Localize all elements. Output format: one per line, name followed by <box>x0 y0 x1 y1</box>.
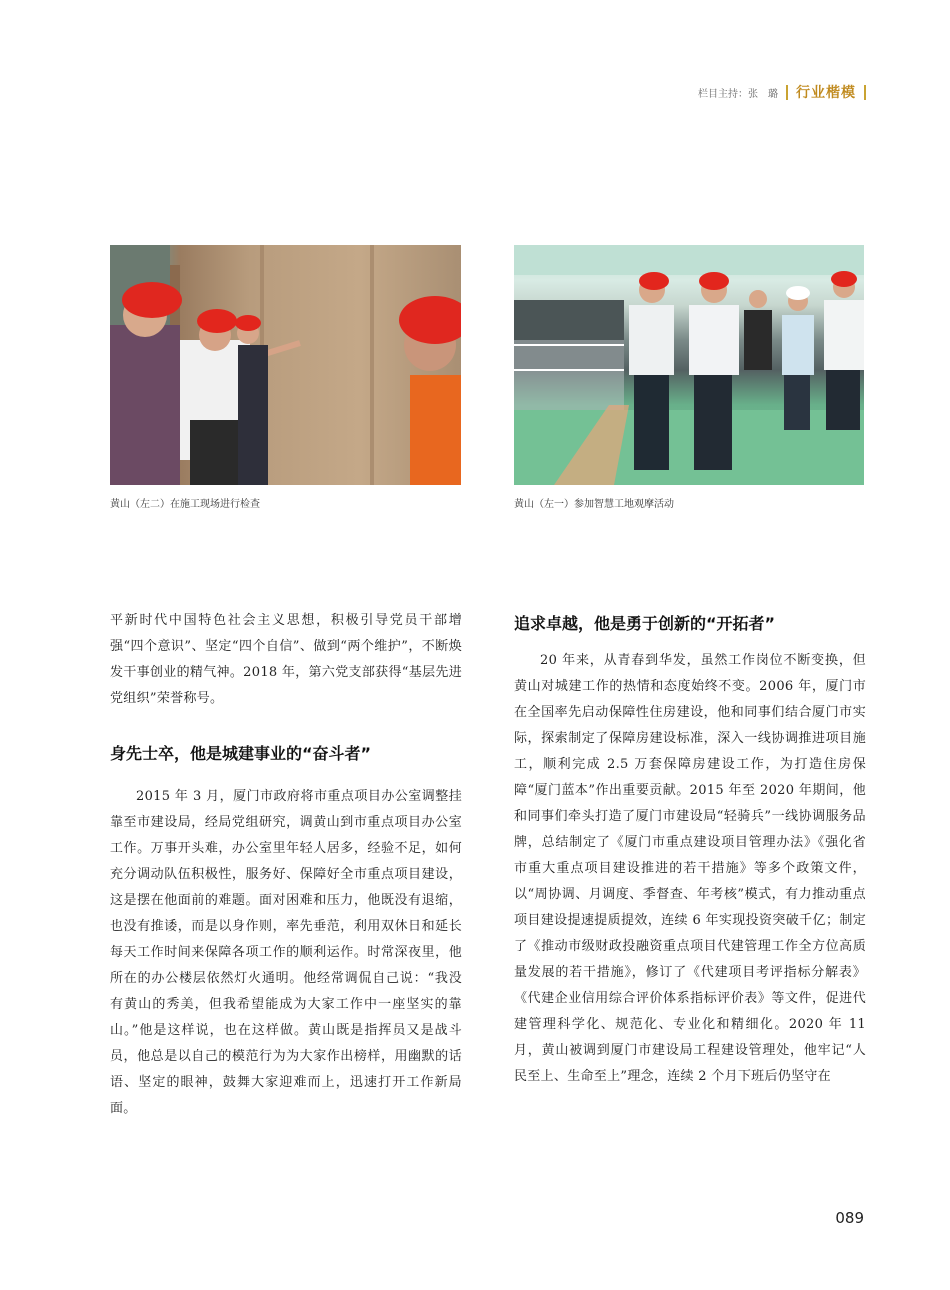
photo-site-inspection <box>110 245 461 485</box>
header-divider-right <box>864 85 866 100</box>
right-text-column <box>514 612 866 1090</box>
caption-smart-site-visit: 黄山（左一）参加智慧工地观摩活动 <box>514 499 674 510</box>
column-editor: 栏目主持：张 璐 <box>698 88 778 100</box>
photo-site-inspection-drawing <box>110 245 461 485</box>
column-name: 行业楷模 <box>796 85 856 101</box>
photo-smart-site-visit <box>514 245 864 485</box>
section-heading-pioneer: 追求卓越，他是勇于创新的“开拓者” <box>514 614 776 633</box>
left-text-column <box>110 608 462 1122</box>
caption-site-inspection: 黄山（左二）在施工现场进行检查 <box>110 499 260 510</box>
section-heading-striver: 身先士卒，他是城建事业的“奋斗者” <box>110 744 372 763</box>
photo-smart-site-visit-drawing <box>514 245 864 485</box>
paragraph-party-building: 平新时代中国特色社会主义思想，积极引导党员干部增强“四个意识”、坚定“四个自信”、做到“两个维护”，不断焕发干事创业的精气神。2018 年，第六党支部获得“基层先进党组织”荣誉称号。 <box>110 613 462 706</box>
header-divider <box>786 85 788 100</box>
page-header <box>698 82 866 102</box>
paragraph-key-projects-office: 2015 年 3 月，厦门市政府将市重点项目办公室调整挂靠至市建设局，经局党组研究，调黄山到市重点项目办公室工作。万事开头难，办公室里年轻人居多，经验不足，如何充分调动队伍积极性，服务好、保障好全市重点项目建设，这是摆在他面前的难题。面对困难和压力，他既没有退缩，也没有推诿，而是以身作则，率先垂范，利用双休日和延长每天工作时间来保障各项工作的顺利运作。时常深夜里，他所在的办公楼层依然灯火通明。他经常调侃自己说：“我没有黄山的秀美，但我希望能成为大家工作中一座坚实的靠山。”他是这样说，也在这样做。黄山既是指挥员又是战斗员，他总是以自己的模范行为为大家作出榜样，用幽默的话语、坚定的眼神，鼓舞大家迎难而上，迅速打开工作新局面。 <box>110 789 462 1116</box>
page-number: 089 <box>835 1209 864 1227</box>
paragraph-innovation: 20 年来，从青春到华发，虽然工作岗位不断变换，但黄山对城建工作的热情和态度始终不变。2006 年，厦门市在全国率先启动保障性住房建设，他和同事们结合厦门市实际，探索制定了保障房建设标准，深入一线协调推进项目施工，顺利完成 2.5 万套保障房建设工作，为打造住房保障“厦门蓝本”作出重要贡献。2015 年至 2020 年期间，他和同事们牵头打造了厦门市建设局“轻骑兵”一线协调服务品牌，总结制定了《厦门市重点建设项目管理办法》《强化省市重大重点项目建设推进的若干措施》等多个政策文件，以“周协调、月调度、季督查、年考核”模式，有力推动重点项目建设提速提质提效，连续 6 年实现投资突破千亿；制定了《推动市级财政投融资重点项目代建管理工作全方位高质量发展的若干措施》，修订了《代建项目考评指标分解表》《代建企业信用综合评价体系指标评价表》等文件，促进代建管理科学化、规范化、专业化和精细化。2020 年 11 月，黄山被调到厦门市建设局工程建设管理处，他牢记“人民至上、生命至上”理念，连续 2 个月下班后仍坚守在 <box>514 653 866 1084</box>
